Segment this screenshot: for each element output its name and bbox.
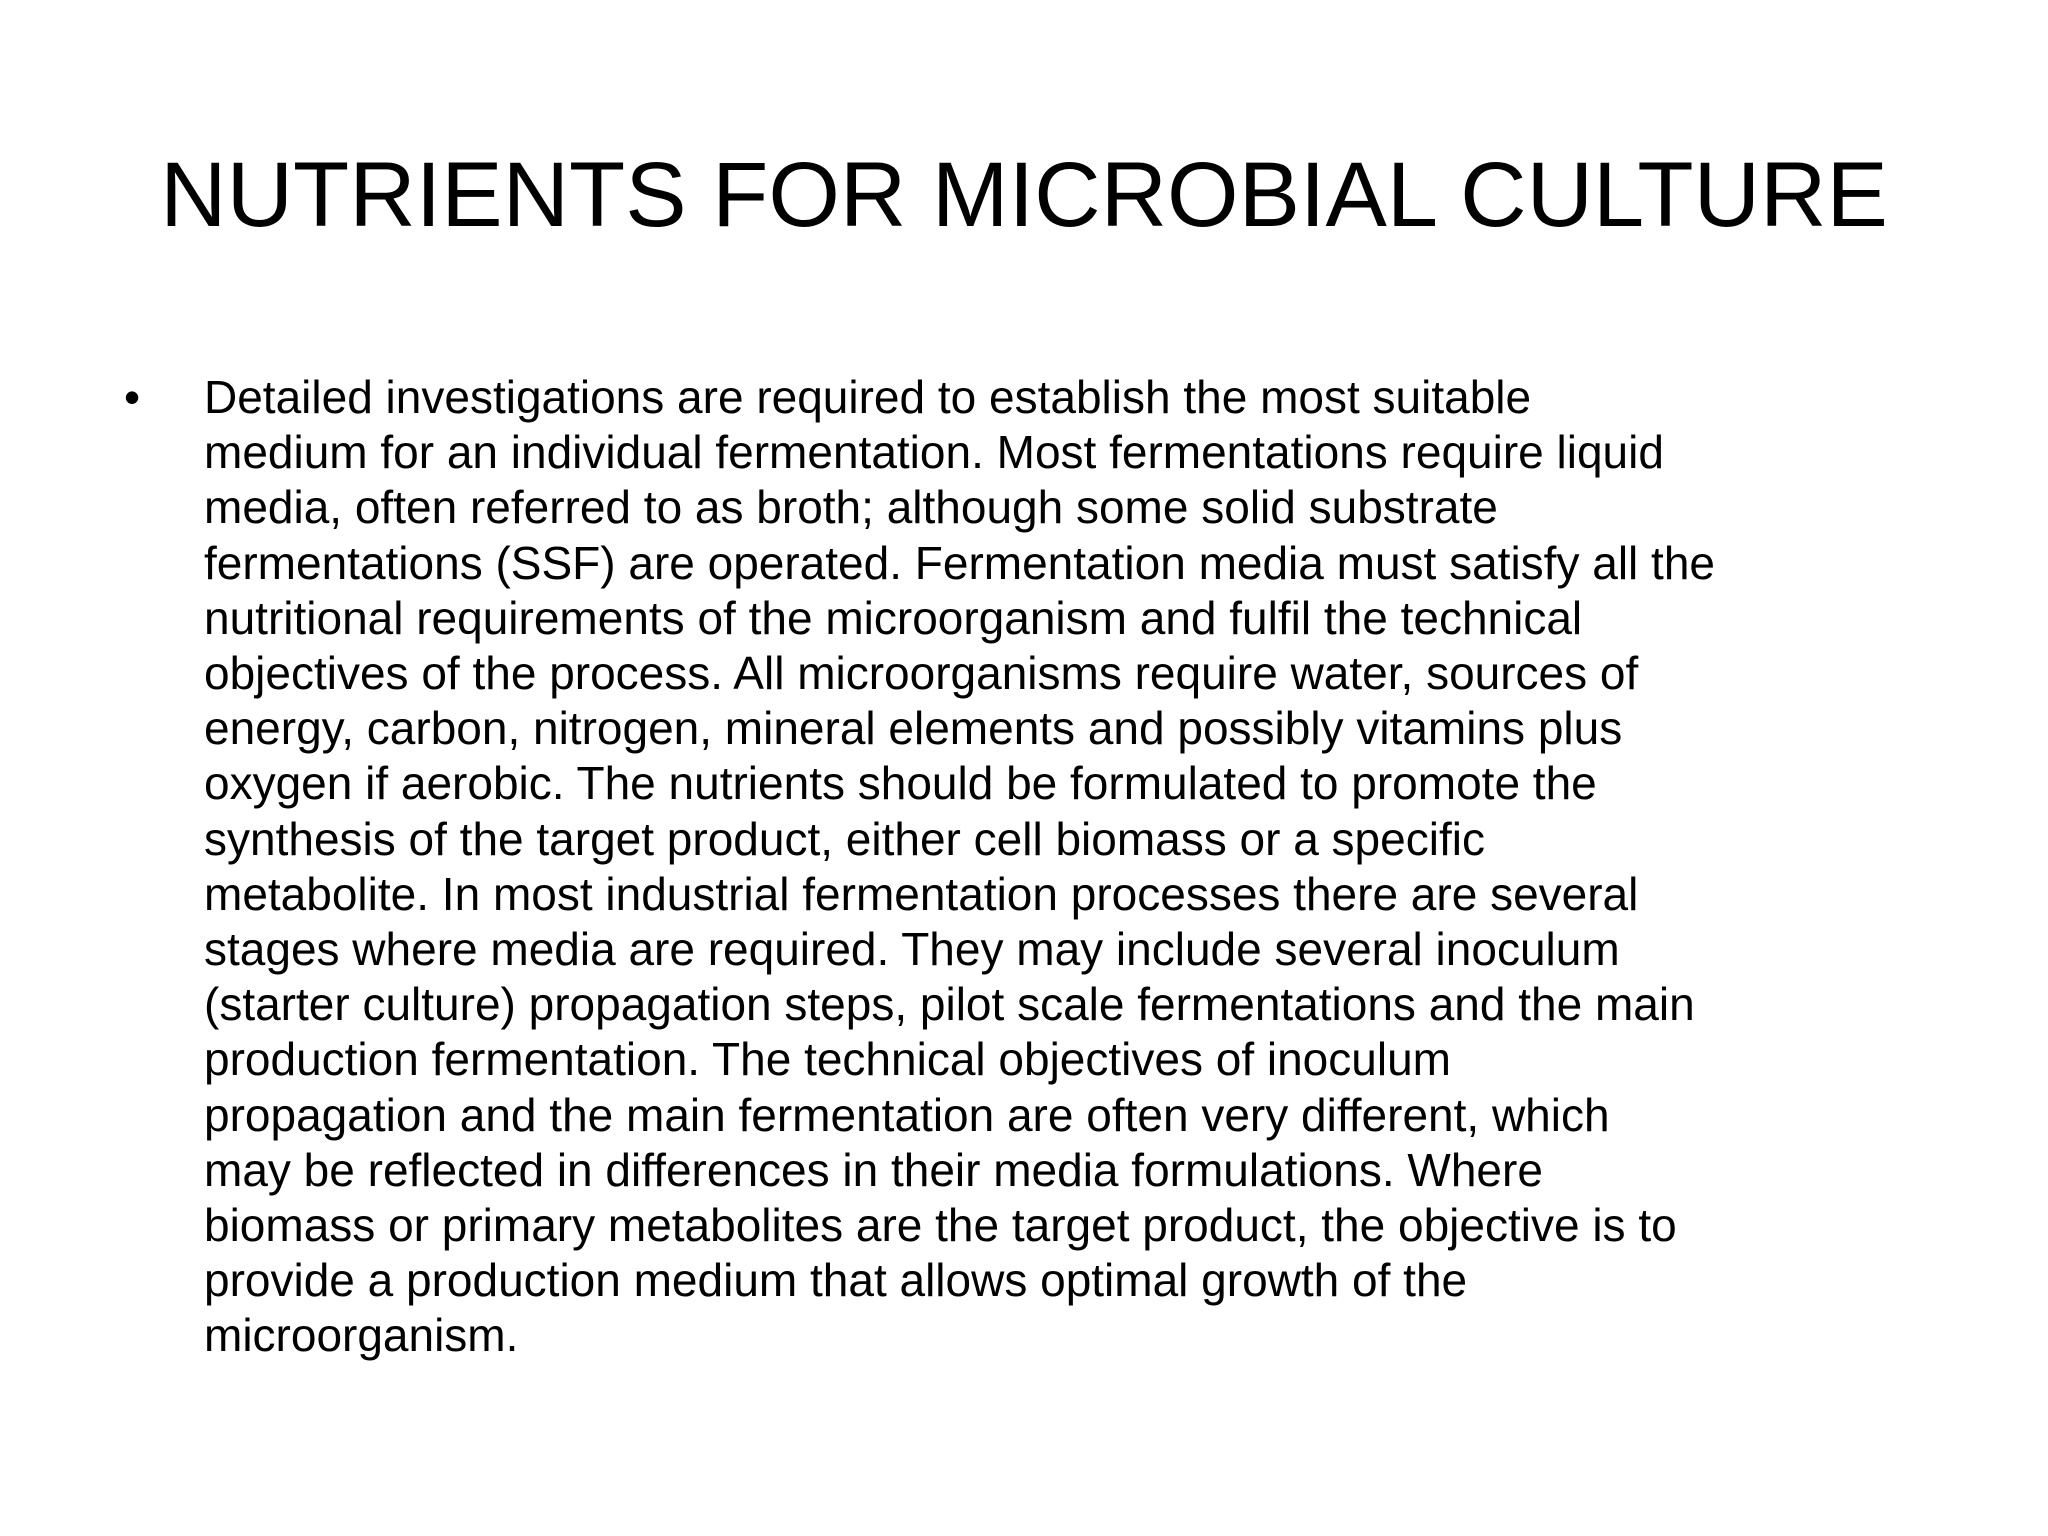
- bullet-dot-icon: •: [124, 371, 141, 423]
- slide-title: NUTRIENTS FOR MICROBIAL CULTURE: [160, 144, 1888, 246]
- bullet-text: Detailed investigations are required to establish the most suitable medium for an individual fermentation. Most fermentations require liquid media, often referred to as broth; although some solid substrate fermentations (SSF) are operated. Fermentation media must satisfy all the nutritional requirements of the microorganism and fulfil the technical objectives of the process. All microorganisms require water, sources of energy, carbon, nitrogen, mineral elements and possibly vitamins plus oxygen if aerobic. The nutrients should be formulated to promote the synthesis of the target product, either cell biomass or a specific metabolite. In most industrial fermentation processes there are several stages where media are required. They may include several inoculum (starter culture) propagation steps, pilot scale fermentations and the main production fermentation. The technical objectives of inoculum propagation and the main fermentation are often very different, which may be reflected in differences in their media formulations. Where biomass or primary metabolites are the target product, the objective is to provide a production medium that allows optimal growth of the microorganism.: [204, 371, 1715, 1362]
